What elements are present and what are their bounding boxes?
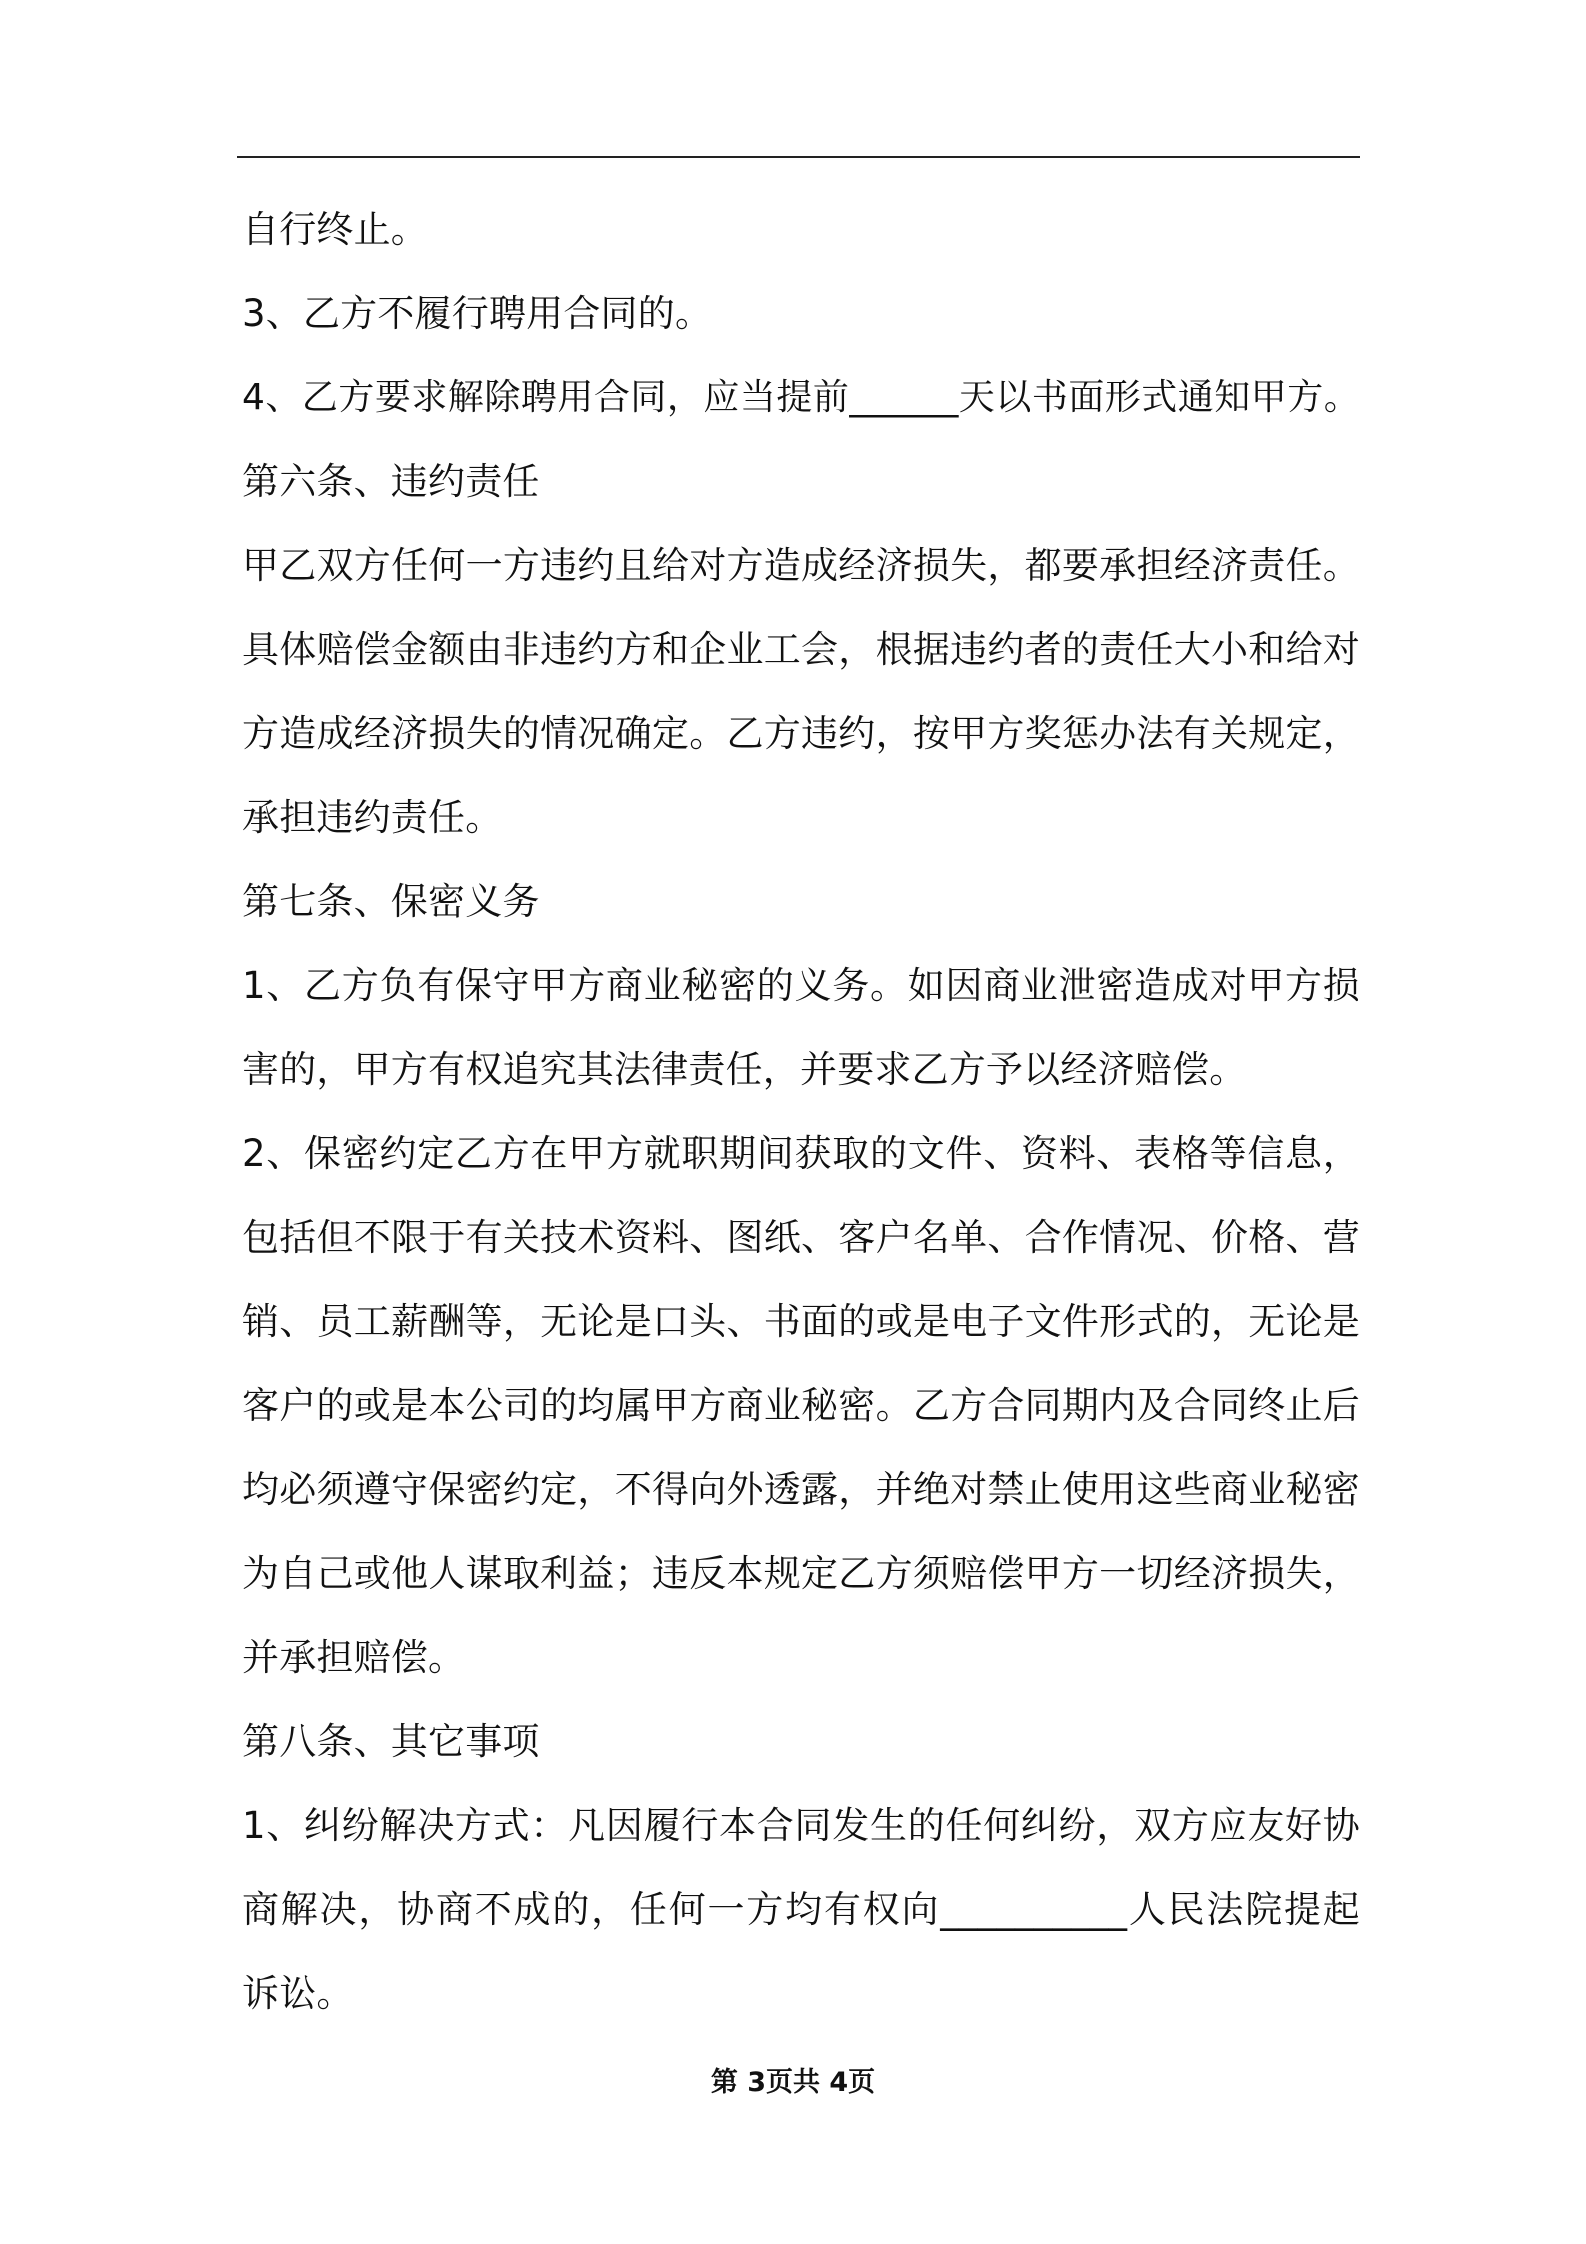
text-line: 甲乙双方任何一方违约且给对方造成经济损失，都要承担经济责任。 — [242, 544, 1360, 587]
text-line: 销、员工薪酬等，无论是口头、书面的或是电子文件形式的，无论是 — [242, 1300, 1360, 1343]
text-line: 害的，甲方有权追究其法律责任，并要求乙方予以经济赔偿。 — [242, 1048, 1247, 1091]
text-line: 并承担赔偿。 — [242, 1636, 466, 1679]
text-line: 方造成经济损失的情况确定。乙方违约，按甲方奖惩办法有关规定， — [242, 712, 1360, 755]
text-line: 自行终止。 — [242, 208, 428, 251]
list-item: 4、乙方要求解除聘用合同，应当提前______天以书面形式通知甲方。 — [242, 377, 1360, 418]
list-item: 3、乙方不履行聘用合同的。 — [242, 292, 713, 335]
section-heading: 第八条、其它事项 — [242, 1720, 540, 1763]
section-heading: 第七条、保密义务 — [242, 880, 540, 923]
text-line: 客户的或是本公司的均属甲方商业秘密。乙方合同期内及合同终止后 — [242, 1384, 1360, 1427]
text-line: 商解决，协商不成的，任何一方均有权向__________人民法院提起 — [242, 1888, 1360, 1931]
list-item: 1、纠纷解决方式：凡因履行本合同发生的任何纠纷，双方应友好协 — [242, 1804, 1360, 1847]
text-line: 包括但不限于有关技术资料、图纸、客户名单、合作情况、价格、营 — [242, 1216, 1360, 1259]
text-line: 承担违约责任。 — [242, 796, 503, 839]
list-item: 2、保密约定乙方在甲方就职期间获取的文件、资料、表格等信息， — [242, 1132, 1360, 1175]
text-line: 均必须遵守保密约定，不得向外透露，并绝对禁止使用这些商业秘密 — [242, 1468, 1360, 1511]
text-line: 具体赔偿金额由非违约方和企业工会，根据违约者的责任大小和给对 — [242, 628, 1360, 671]
document-body — [242, 188, 1360, 2036]
section-heading: 第六条、违约责任 — [242, 460, 540, 503]
page-number: 第 3页共 4页 — [710, 2067, 876, 2098]
header-rule — [237, 156, 1360, 158]
text-line: 为自己或他人谋取利益；违反本规定乙方须赔偿甲方一切经济损失， — [242, 1552, 1360, 1595]
text-line: 诉讼。 — [242, 1972, 354, 2015]
list-item: 1、乙方负有保守甲方商业秘密的义务。如因商业泄密造成对甲方损 — [242, 964, 1360, 1007]
